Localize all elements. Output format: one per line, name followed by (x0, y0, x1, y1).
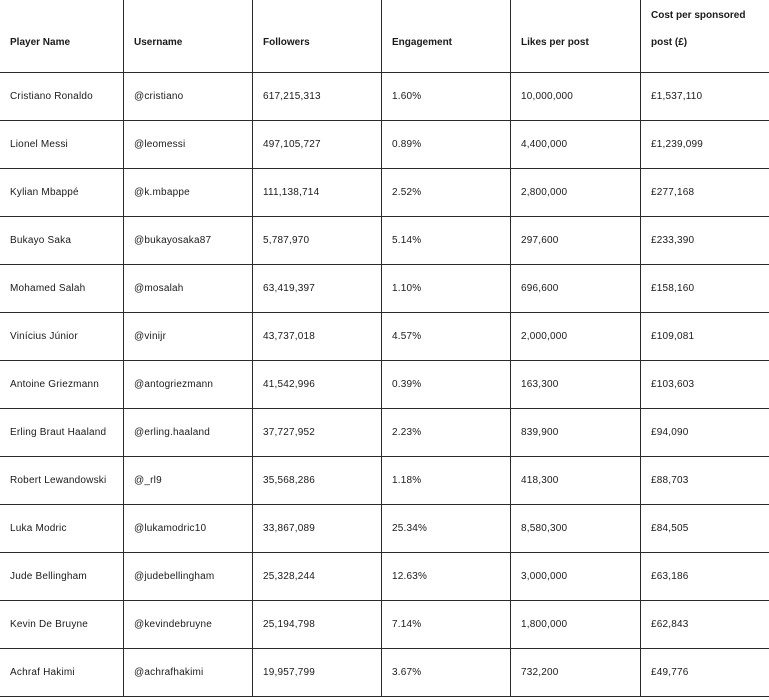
engagement-cell: 25.34% (382, 505, 511, 553)
followers-cell: 497,105,727 (253, 121, 382, 169)
username-cell: @_rl9 (124, 457, 253, 505)
table-row (0, 457, 769, 505)
player-name-cell: Achraf Hakimi (0, 649, 124, 697)
username-cell: @kevindebruyne (124, 601, 253, 649)
followers-cell: 25,328,244 (253, 553, 382, 601)
username-cell: @leomessi (124, 121, 253, 169)
engagement-cell: 0.39% (382, 361, 511, 409)
cost-per-post-cell: £277,168 (641, 169, 769, 217)
table-body (0, 73, 769, 697)
engagement-cell: 7.14% (382, 601, 511, 649)
cost-per-post-cell: £62,843 (641, 601, 769, 649)
likes-per-post-cell: 8,580,300 (511, 505, 641, 553)
player-name-cell: Luka Modric (0, 505, 124, 553)
header-username: Username (124, 0, 253, 73)
username-cell: @cristiano (124, 73, 253, 121)
cost-per-post-cell: £84,505 (641, 505, 769, 553)
engagement-cell: 3.67% (382, 649, 511, 697)
cost-per-post-cell: £103,603 (641, 361, 769, 409)
username-cell: @erling.haaland (124, 409, 253, 457)
player-name-cell: Antoine Griezmann (0, 361, 124, 409)
cost-per-post-cell: £94,090 (641, 409, 769, 457)
username-cell: @antogriezmann (124, 361, 253, 409)
cost-per-post-cell: £63,186 (641, 553, 769, 601)
username-cell: @judebellingham (124, 553, 253, 601)
username-cell: @achrafhakimi (124, 649, 253, 697)
player-name-cell: Mohamed Salah (0, 265, 124, 313)
player-name-cell: Robert Lewandowski (0, 457, 124, 505)
engagement-cell: 4.57% (382, 313, 511, 361)
table-row (0, 553, 769, 601)
followers-cell: 5,787,970 (253, 217, 382, 265)
player-name-cell: Kylian Mbappé (0, 169, 124, 217)
cost-per-post-cell: £158,160 (641, 265, 769, 313)
player-name-cell: Lionel Messi (0, 121, 124, 169)
likes-per-post-cell: 163,300 (511, 361, 641, 409)
player-name-cell: Jude Bellingham (0, 553, 124, 601)
player-name-cell: Bukayo Saka (0, 217, 124, 265)
followers-cell: 37,727,952 (253, 409, 382, 457)
username-cell: @lukamodric10 (124, 505, 253, 553)
followers-cell: 25,194,798 (253, 601, 382, 649)
cost-per-post-cell: £88,703 (641, 457, 769, 505)
table-row (0, 217, 769, 265)
followers-cell: 41,542,996 (253, 361, 382, 409)
followers-cell: 43,737,018 (253, 313, 382, 361)
likes-per-post-cell: 297,600 (511, 217, 641, 265)
player-name-cell: Cristiano Ronaldo (0, 73, 124, 121)
likes-per-post-cell: 418,300 (511, 457, 641, 505)
followers-cell: 63,419,397 (253, 265, 382, 313)
likes-per-post-cell: 696,600 (511, 265, 641, 313)
table-row (0, 601, 769, 649)
header-cost-per-post: Cost per sponsored post (£) (641, 0, 769, 73)
engagement-cell: 2.52% (382, 169, 511, 217)
username-cell: @vinijr (124, 313, 253, 361)
username-cell: @k.mbappe (124, 169, 253, 217)
likes-per-post-cell: 4,400,000 (511, 121, 641, 169)
likes-per-post-cell: 10,000,000 (511, 73, 641, 121)
player-name-cell: Vinícius Júnior (0, 313, 124, 361)
table-row (0, 409, 769, 457)
likes-per-post-cell: 1,800,000 (511, 601, 641, 649)
player-name-cell: Erling Braut Haaland (0, 409, 124, 457)
table-row (0, 649, 769, 697)
likes-per-post-cell: 732,200 (511, 649, 641, 697)
followers-cell: 111,138,714 (253, 169, 382, 217)
likes-per-post-cell: 2,000,000 (511, 313, 641, 361)
username-cell: @bukayosaka87 (124, 217, 253, 265)
table-row (0, 169, 769, 217)
engagement-cell: 1.18% (382, 457, 511, 505)
engagement-cell: 5.14% (382, 217, 511, 265)
table-row (0, 265, 769, 313)
engagement-cell: 12.63% (382, 553, 511, 601)
table-row (0, 313, 769, 361)
cost-per-post-cell: £233,390 (641, 217, 769, 265)
likes-per-post-cell: 2,800,000 (511, 169, 641, 217)
cost-per-post-cell: £109,081 (641, 313, 769, 361)
header-followers: Followers (253, 0, 382, 73)
cost-per-post-cell: £49,776 (641, 649, 769, 697)
table-row (0, 361, 769, 409)
table-row (0, 73, 769, 121)
player-name-cell: Kevin De Bruyne (0, 601, 124, 649)
followers-cell: 617,215,313 (253, 73, 382, 121)
followers-cell: 33,867,089 (253, 505, 382, 553)
header-player-name: Player Name (0, 0, 124, 73)
table-header-row (0, 0, 769, 73)
engagement-cell: 1.10% (382, 265, 511, 313)
header-likes-per-post: Likes per post (511, 0, 641, 73)
engagement-cell: 0.89% (382, 121, 511, 169)
likes-per-post-cell: 3,000,000 (511, 553, 641, 601)
followers-cell: 19,957,799 (253, 649, 382, 697)
followers-cell: 35,568,286 (253, 457, 382, 505)
table-row (0, 505, 769, 553)
username-cell: @mosalah (124, 265, 253, 313)
cost-per-post-cell: £1,239,099 (641, 121, 769, 169)
engagement-cell: 1.60% (382, 73, 511, 121)
likes-per-post-cell: 839,900 (511, 409, 641, 457)
table-row (0, 121, 769, 169)
engagement-cell: 2.23% (382, 409, 511, 457)
header-engagement: Engagement (382, 0, 511, 73)
cost-per-post-cell: £1,537,110 (641, 73, 769, 121)
